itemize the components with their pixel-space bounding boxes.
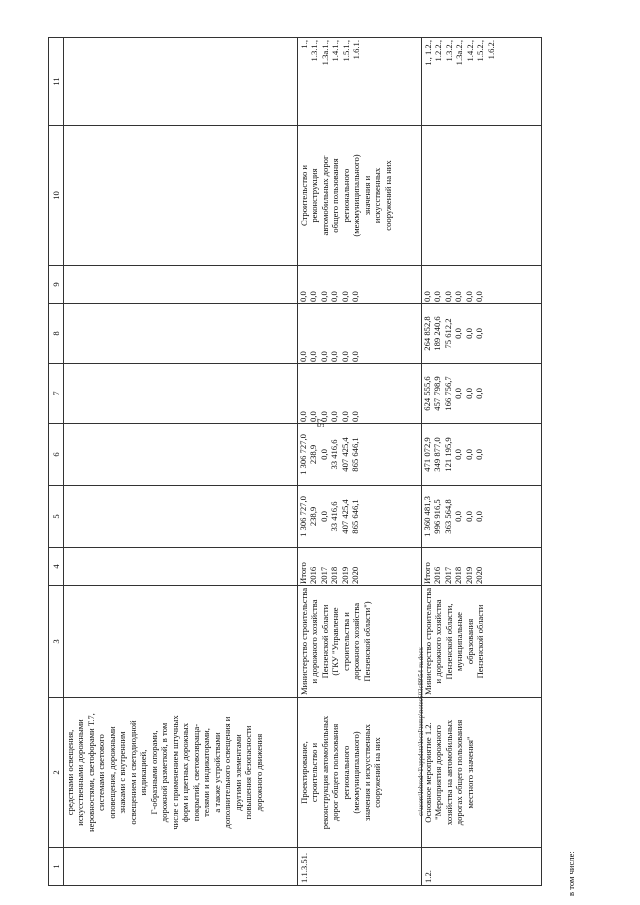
row-name-line: дорогах общего пользования — [454, 719, 465, 826]
row-value: 0,0 — [339, 291, 350, 302]
row-value: 0,0 — [474, 449, 485, 460]
row-value: 0,0 — [453, 291, 464, 302]
row-year: 2020 — [350, 566, 361, 584]
continuation-col7-cell — [64, 364, 298, 424]
row-executor-line: и дорожного хозяйства — [433, 599, 444, 684]
budget-table-sheet — [48, 38, 568, 886]
row-value: 865 646,1 — [350, 499, 361, 534]
continuation-line: покрытий, световозвраща- — [190, 723, 201, 822]
row-value: 407 425,4 — [339, 437, 350, 472]
row-result-line: сооружений на них — [382, 160, 393, 231]
row-name-line: значения и искусственных — [361, 724, 372, 821]
row-value: 264 852,8 — [422, 316, 432, 351]
row-name-line: местного значения" — [464, 736, 475, 809]
row-indicators-cell — [298, 38, 422, 126]
row-executor-cell — [422, 586, 542, 698]
row-indicator: 1.3а.2., — [454, 40, 465, 66]
header-row — [49, 38, 64, 886]
row-name-line: хозяйства на автомобильных — [443, 719, 454, 826]
row-col5-cell — [298, 486, 422, 548]
row-name-line: дорог общего пользования — [330, 723, 341, 822]
row-value: 0,0 — [318, 411, 329, 422]
row-value: 0,0 — [463, 328, 474, 339]
row-value: 0,0 — [453, 388, 464, 399]
row-value: 0,0 — [453, 328, 464, 339]
row-year: 2016 — [308, 566, 319, 584]
row-value: 0,0 — [474, 511, 485, 522]
header-col-10: 10 — [49, 126, 64, 266]
row-indicator: 1.3.2., — [443, 40, 454, 62]
row-value: 0,0 — [318, 511, 329, 522]
row-value: 0,0 — [318, 351, 329, 362]
row-value: 0,0 — [463, 388, 474, 399]
row-indicator: 1., 1.2., — [423, 40, 433, 66]
continuation-line: неровностями, светофорами Т.7, — [85, 713, 96, 832]
row-year: 2017 — [442, 566, 453, 584]
continuation-line: другими элементами — [232, 734, 243, 811]
header-col-2: 2 — [49, 698, 64, 848]
continuation-line: повышения безопасности — [243, 725, 254, 820]
row-value: 0,0 — [350, 411, 361, 422]
row-value: 0,0 — [308, 291, 319, 302]
row-year: 2020 — [474, 566, 485, 584]
row-result-line: общего пользования — [330, 158, 341, 233]
row-name-cell — [422, 698, 542, 848]
row-value: 0,0 — [329, 411, 340, 422]
header-col-1: 1 — [49, 848, 64, 886]
row-indicator: 1., — [299, 40, 309, 49]
continuation-line: оповещения, дорожными — [106, 726, 117, 819]
row-result-cell — [298, 126, 422, 266]
row-value: 0,0 — [339, 351, 350, 362]
row-code: 1.1.3.51. — [298, 848, 422, 886]
row-name-line: регионального — [340, 745, 351, 800]
row-value: 33 416,6 — [329, 439, 340, 470]
row-indicator: 1.4.2., — [464, 40, 475, 62]
row-col6-cell — [298, 424, 422, 486]
continuation-indicator-cell — [64, 38, 298, 126]
row-indicator: 1.2.2., — [433, 40, 444, 62]
row-value: 0,0 — [350, 291, 361, 302]
row-value: 0,0 — [308, 411, 319, 422]
row-value: 0,0 — [453, 511, 464, 522]
row-value: 0,0 — [432, 291, 443, 302]
continuation-col6-cell — [64, 424, 298, 486]
continuation-col5-cell — [64, 486, 298, 548]
row-col5-cell — [422, 486, 542, 548]
row-value: 0,0 — [442, 291, 453, 302]
row-value: 865 646,1 — [350, 437, 361, 472]
row-value: 0,0 — [318, 291, 329, 302]
row-result-line: искусственных — [372, 167, 383, 224]
row-indicator: 1.5.2., — [475, 40, 486, 62]
continuation-year-cell — [64, 548, 298, 586]
row-value: 33 416,6 — [329, 501, 340, 532]
continuation-row — [64, 38, 298, 886]
row-years-cell — [298, 548, 422, 586]
row-code: 1.2. — [422, 848, 542, 886]
row-value: 471 072,9 — [422, 437, 432, 472]
header-col-3: 3 — [49, 586, 64, 698]
row-result-line: регионального — [340, 168, 351, 223]
header-col-5: 5 — [49, 486, 64, 548]
continuation-line: дорожной разметкой, в том — [159, 722, 170, 823]
continuation-line: дорожного движения — [253, 733, 264, 812]
continuation-line: Г-образными опорами, — [148, 730, 159, 815]
continuation-executor-cell — [64, 586, 298, 698]
row-value: 0,0 — [298, 411, 308, 422]
continuation-line: освещением и светодиодной — [127, 720, 138, 825]
continuation-line: знаками с внутренним — [117, 731, 128, 814]
row-indicator: 1.3а.1., — [319, 40, 330, 66]
row-col9-cell — [422, 266, 542, 304]
row-indicator: 1.6.2. — [485, 40, 496, 60]
continuation-line: средствами освещения, — [65, 729, 75, 816]
row-value: 0,0 — [339, 411, 350, 422]
row-year: 2016 — [432, 566, 443, 584]
row-executor-line: Пензенской области — [475, 604, 486, 679]
row-name-line: "Мероприятия дорожного — [433, 725, 444, 820]
row-executor-line: строительства и — [340, 612, 351, 671]
row-value: 349 877,0 — [432, 437, 443, 472]
row-year: 2019 — [463, 566, 474, 584]
table-row — [422, 38, 542, 886]
row-col8-cell — [422, 304, 542, 364]
row-value: 0,0 — [474, 291, 485, 302]
row-executor-line: образования — [464, 618, 475, 665]
row-value: 0,0 — [422, 291, 432, 302]
budget-table — [48, 37, 542, 886]
row-value: 996 916,5 — [432, 499, 443, 534]
row-executor-line: (ГКУ "Управление — [330, 607, 341, 676]
row-executor-line: дорожного хозяйства — [351, 602, 362, 681]
row-name-line: Основное мероприятие 1.2. — [423, 722, 433, 823]
row-executor-line: муниципальные — [454, 612, 465, 672]
continuation-line: числе с применением штучных — [169, 715, 180, 830]
row-col6-cell — [422, 424, 542, 486]
row-indicator: 1.5.1., — [340, 40, 351, 62]
row-executor-line: Пензенской области — [319, 604, 330, 679]
row-year: 2018 — [453, 566, 464, 584]
row-value: 0,0 — [318, 449, 329, 460]
row-result-line: автомобильных дорог — [319, 155, 330, 236]
header-col-7: 7 — [49, 364, 64, 424]
row-value: 0,0 — [453, 449, 464, 460]
row-indicators-cell — [422, 38, 542, 126]
row-value: 0,0 — [474, 388, 485, 399]
row-year: Итого — [422, 562, 432, 584]
row-col7-cell — [422, 364, 542, 424]
row-indicator: 1.3.1., — [309, 40, 320, 62]
continuation-line: дополнительного освещения и — [222, 716, 233, 829]
row-executor-line: Министерство строительства — [423, 587, 433, 695]
row-col9-cell — [298, 266, 422, 304]
row-value: 1 306 727,0 — [298, 434, 308, 475]
row-value: 121 195,9 — [442, 437, 453, 472]
row-name-line: строительство и — [309, 742, 320, 803]
row-executor-line: Министерство строительства — [299, 587, 309, 695]
row-value: 238,9 — [308, 444, 319, 465]
continuation-line: форм и цветных дорожных — [180, 722, 191, 823]
row-value: 363 564,8 — [442, 499, 453, 534]
row-name-line: Проектирование, — [299, 741, 309, 804]
row-executor-line: и дорожного хозяйства — [309, 599, 320, 684]
header-col-4: 4 — [49, 548, 64, 586]
row-year: 2017 — [318, 566, 329, 584]
header-col-8: 8 — [49, 304, 64, 364]
row-value: 238,9 — [308, 506, 319, 527]
row-indicator: 1.4.1., — [330, 40, 341, 62]
row-value: 0,0 — [298, 351, 308, 362]
continuation-lines — [65, 700, 264, 845]
row-executor-line: Пензенской области") — [361, 601, 372, 682]
row-value: 0,0 — [463, 511, 474, 522]
row-value: 166 756,7 — [442, 376, 453, 411]
page-number: 57 — [316, 418, 326, 428]
row-value: 0,0 — [463, 291, 474, 302]
row-year: 2018 — [329, 566, 340, 584]
table-row — [298, 38, 422, 886]
continuation-code-cell — [64, 848, 298, 886]
row-name-cell — [298, 698, 422, 848]
header-col-11: 11 — [49, 38, 64, 126]
row-value: 0,0 — [329, 351, 340, 362]
row-name-line: реконструкция автомобильных — [319, 715, 330, 830]
row-result-line: реконструкция — [309, 168, 320, 223]
in-total-label: в том числе: — [566, 851, 576, 896]
header-col-6: 6 — [49, 424, 64, 486]
row-year: 2019 — [339, 566, 350, 584]
row-name-line: (межмуниципального) — [351, 731, 362, 814]
row-value: 1 360 481,3 — [422, 496, 432, 537]
row-value: 0,0 — [350, 351, 361, 362]
row-value: 75 612,2 — [442, 318, 453, 349]
row-value: 189 240,6 — [432, 316, 443, 351]
row-col8-cell — [298, 304, 422, 364]
row-result-line: (межмуниципального) — [351, 154, 362, 237]
row-value: 0,0 — [474, 328, 485, 339]
row-value: 407 425,4 — [339, 499, 350, 534]
row-name-line: сооружений на них — [372, 737, 383, 808]
continuation-result-cell — [64, 126, 298, 266]
row-executor-cell — [298, 586, 422, 698]
row-indicator: 1.6.1. — [351, 40, 362, 60]
row-value: 0,0 — [298, 291, 308, 302]
row-years-cell — [422, 548, 542, 586]
continuation-col8-cell — [64, 304, 298, 364]
row-result-line: значения и — [361, 175, 372, 216]
row-value: 0,0 — [463, 449, 474, 460]
row-col7-cell — [298, 364, 422, 424]
row-value: 457 798,9 — [432, 376, 443, 411]
continuation-name-cell — [64, 698, 298, 848]
continuation-line: телями и индикаторами, — [201, 728, 212, 817]
row-result-cell — [422, 126, 542, 266]
row-value: 624 555,6 — [422, 376, 432, 411]
row-value: 0,0 — [308, 351, 319, 362]
continuation-line: а также устройствами — [211, 732, 222, 813]
header-col-9: 9 — [49, 266, 64, 304]
continuation-line: системами светового — [96, 734, 107, 811]
continuation-line: индикацией, — [138, 749, 149, 796]
row-result-line: Строительство и — [299, 164, 309, 227]
continuation-line: искусственными дорожными — [75, 719, 86, 826]
file-path-footer: c:\users\lobrod~1\appdata\local\temp\notes603c89\54-ru.docx — [418, 647, 425, 816]
row-value: 0,0 — [329, 291, 340, 302]
row-year: Итого — [298, 562, 308, 584]
row-value: 1 306 727,0 — [298, 496, 308, 537]
continuation-col9-cell — [64, 266, 298, 304]
row-executor-line: Пензенской области, — [443, 603, 454, 680]
